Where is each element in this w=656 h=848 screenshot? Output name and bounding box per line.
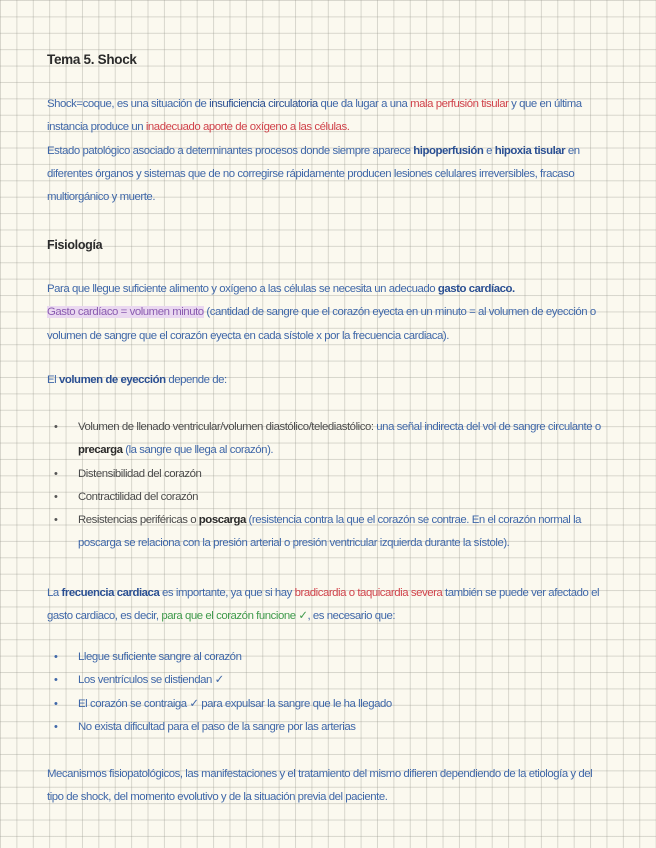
fisiologia-text: El (47, 374, 59, 386)
term-precarga: precarga (78, 444, 123, 457)
list-item-text: (resistencia contra la que el corazón se contrae. En el corazón normal la poscarga se relaciona con la presión arterial o presión ventricular izquierda durante la sístole). (78, 514, 582, 550)
intro-text: y que en última instancia produce un (47, 98, 582, 134)
intro-text: e (483, 144, 495, 157)
volumen-eyeccion-line (47, 369, 607, 392)
list-item: • Llegue suficiente sangre al corazón (47, 646, 607, 669)
requirements-list (47, 646, 607, 739)
term-volumen-eyeccion: volumen de eyección (58, 374, 166, 386)
term-gasto-cardiaco: gasto cardíaco. (437, 283, 515, 295)
list-item: • El corazón se contraiga ✓ para expulsar la sangre que le ha llegado (47, 693, 607, 716)
intro-text: en diferentes órganos y sistemas que de no corregirse rápidamente producen lesiones celulares irreversibles, fracaso multiorgánico y muerte. (47, 144, 580, 204)
page-title: Tema 5. Shock (47, 52, 137, 67)
list-item (47, 416, 607, 463)
highlight-gasto-cardiaco: Gasto cardíaco = volumen minuto (47, 306, 204, 319)
list-item-text: Resistencias periféricas o (78, 514, 199, 527)
intro-paragraph (47, 93, 607, 209)
list-item-text: una señal indirecta del vol de sangre circulante o (376, 421, 601, 433)
intro-term-mala-perfusion: mala perfusión tisular (410, 98, 509, 110)
frecuencia-paragraph (47, 582, 607, 629)
term-poscarga: poscarga (198, 514, 246, 527)
list-item: • Los ventrículos se distiendan ✓ (47, 669, 607, 692)
term-bradicardia-taquicardia: bradicardia o taquicardia severa (294, 587, 443, 599)
intro-term-inadecuado-aporte: inadecuado aporte de oxígeno a las células. (145, 121, 350, 134)
fisiologia-paragraph (47, 278, 607, 348)
eyeccion-factors-list (47, 416, 607, 556)
term-frecuencia-cardiaca: frecuencia cardiaca (61, 587, 160, 599)
frecuencia-text: es importante, ya que si hay (159, 587, 295, 599)
list-item (47, 509, 607, 556)
frecuencia-text: también se puede ver afectado el gasto cardiaco, es decir, (47, 587, 600, 623)
list-item (47, 463, 607, 486)
intro-term-hipoxia: hipoxia tisular (494, 144, 566, 157)
term-corazon-funcione: para que el corazón funcione ✓ (161, 610, 308, 623)
list-item-text: (la sangre que llega al corazón). (122, 444, 274, 457)
closing-paragraph: Mecanismos fisiopatológicos, las manifestaciones y el tratamiento del mismo difieren dependiendo de la etiología y del tipo de shock, del momento evolutivo y de la situación previa del paciente. (47, 768, 593, 804)
frecuencia-text: , es necesario que: (307, 610, 396, 623)
fisiologia-text: Para que llegue suficiente alimento y oxígeno a las células se necesita un adecuado (47, 283, 438, 295)
list-item-text: Volumen de llenado ventricular/volumen diastólico/telediastólico: (78, 421, 377, 433)
frecuencia-text: La (47, 587, 62, 599)
intro-text: Estado patológico asociado a determinantes procesos donde siempre aparece (47, 144, 414, 157)
list-item: • No exista dificultad para el paso de la sangre por las arterias (47, 716, 607, 739)
list-item-text: Contractilidad del corazón (78, 490, 198, 503)
list-item-text: Distensibilidad del corazón (78, 467, 202, 480)
fisiologia-text: depende de: (165, 374, 227, 386)
intro-term-hipoperfusion: hipoperfusión (413, 144, 484, 157)
intro-text: que da lugar a una (317, 98, 411, 110)
intro-text: Shock=coque, es una situación de (47, 98, 210, 110)
section-heading-fisiologia: Fisiología (47, 238, 103, 252)
fisiologia-text: (cantidad de sangre que el corazón eyecta en un minuto = al volumen de eyección o volumen de sangre que el corazón eyecta en cada sístole x por la frecuencia cardiaca). (47, 306, 596, 342)
list-item (47, 486, 607, 509)
intro-term-insuficiencia: insuficiencia circulatoria (209, 98, 318, 110)
